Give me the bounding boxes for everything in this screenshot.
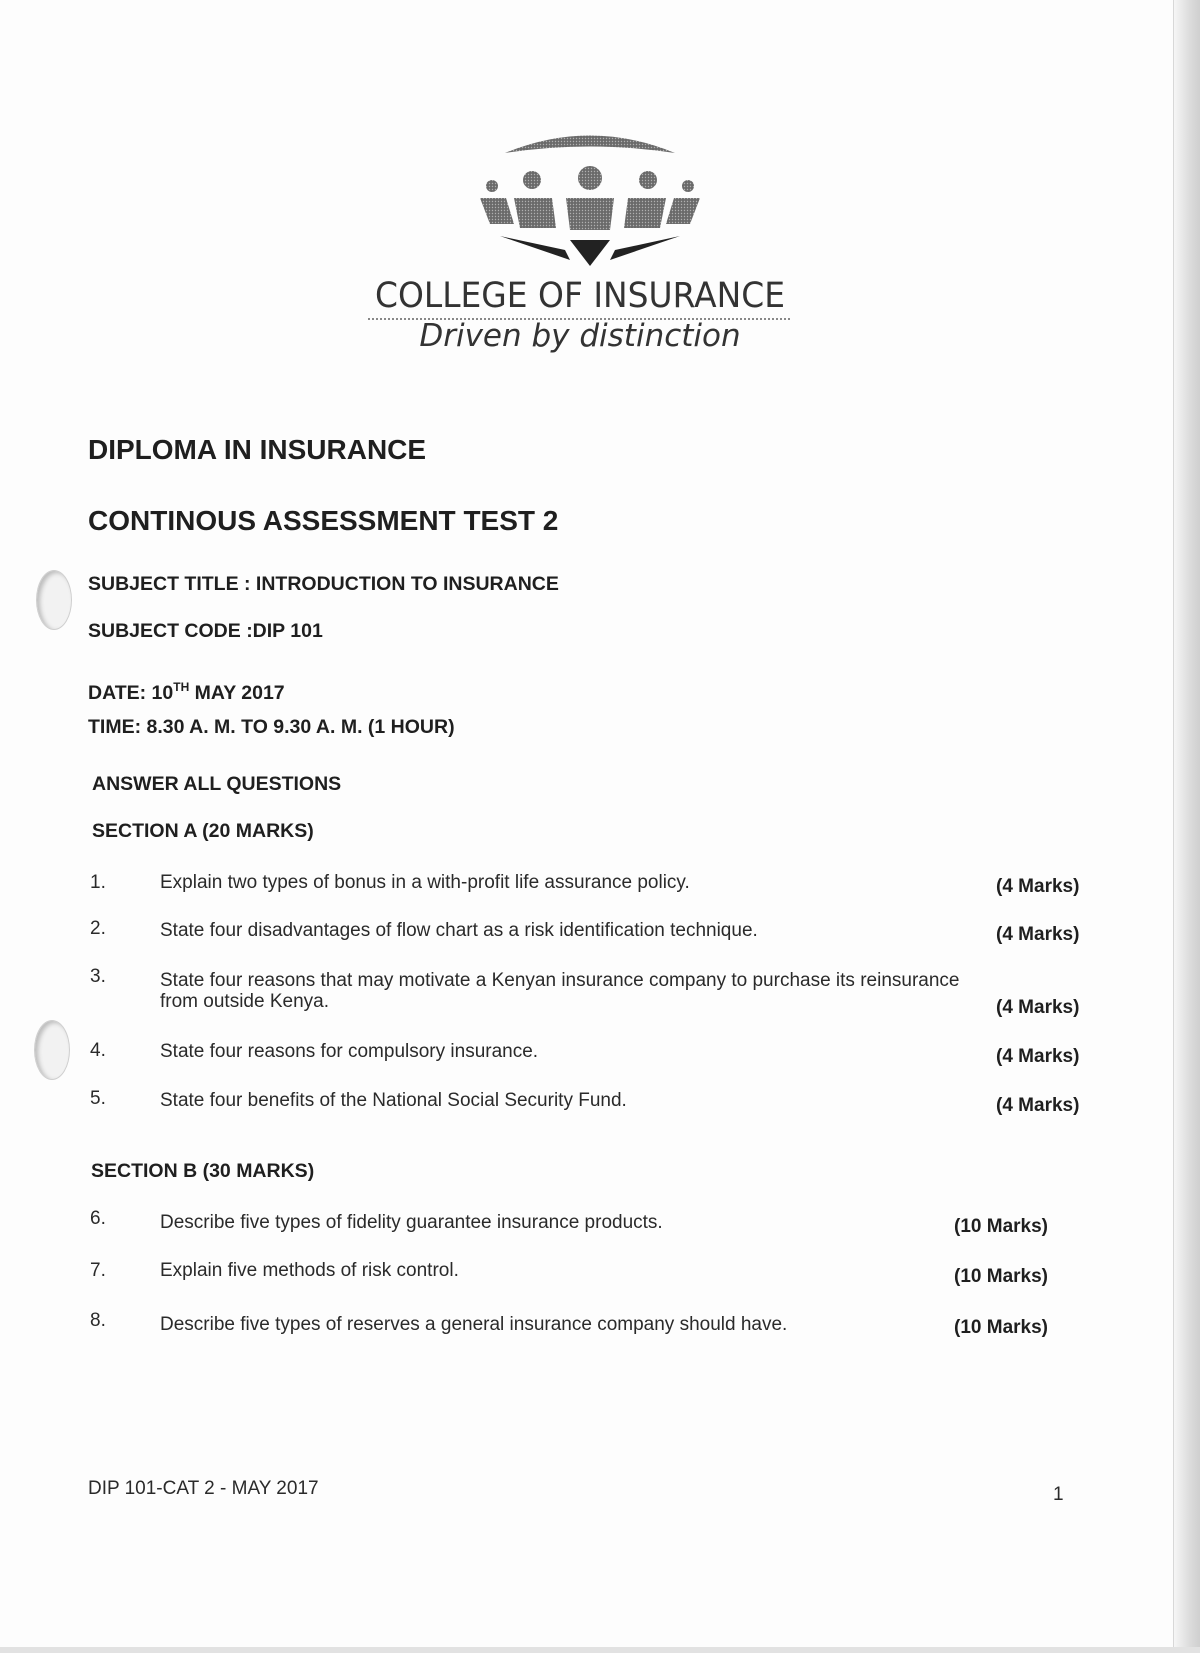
- question-number: 7.: [90, 1260, 106, 1281]
- question-text: State four reasons for compulsory insurance.: [160, 1041, 539, 1062]
- question-number: 2.: [90, 918, 106, 939]
- diploma-title: DIPLOMA IN INSURANCE: [88, 434, 427, 465]
- scan-edge: [1174, 0, 1200, 1653]
- college-logo-icon: [470, 128, 710, 268]
- question-text: Explain two types of bonus in a with-profit life assurance policy.: [160, 872, 690, 893]
- question-marks: (4 Marks): [996, 1046, 1080, 1067]
- question-number: 3.: [90, 966, 106, 987]
- subject-title: SUBJECT TITLE : INTRODUCTION TO INSURANCE: [88, 573, 559, 595]
- question-marks: (4 Marks): [996, 997, 1080, 1018]
- question-text-line2: from outside Kenya.: [160, 991, 329, 1012]
- question-marks: (4 Marks): [996, 924, 1080, 945]
- question-marks: (10 Marks): [954, 1317, 1048, 1338]
- question-marks: (4 Marks): [996, 876, 1080, 897]
- college-tagline: Driven by distinction: [419, 318, 741, 354]
- page-number: 1: [1053, 1484, 1064, 1505]
- exam-date: [88, 680, 285, 705]
- instructions: ANSWER ALL QUESTIONS: [92, 773, 342, 795]
- scan-bottom-edge: [0, 1647, 1200, 1653]
- question-text: State four benefits of the National Social Security Fund.: [160, 1090, 627, 1111]
- date-suffix: MAY 2017: [189, 682, 285, 704]
- question-text: Describe five types of reserves a general insurance company should have.: [160, 1314, 788, 1335]
- question-text-line1: State four reasons that may motivate a Kenyan insurance company to purchase its reinsurance: [160, 970, 960, 991]
- question-text: Explain five methods of risk control.: [160, 1260, 459, 1281]
- question-marks: (10 Marks): [954, 1216, 1048, 1237]
- question-number: 1.: [90, 872, 106, 893]
- punch-hole-bottom: [34, 1020, 70, 1080]
- exam-time: TIME: 8.30 A. M. TO 9.30 A. M. (1 HOUR): [88, 716, 455, 738]
- college-name: COLLEGE OF INSURANCE: [374, 276, 786, 316]
- section-a-heading: SECTION A (20 MARKS): [92, 820, 314, 842]
- question-text: Describe five types of fidelity guarantee insurance products.: [160, 1212, 663, 1233]
- question-number: 4.: [90, 1040, 106, 1061]
- date-prefix: DATE: 10: [88, 682, 174, 704]
- question-number: 8.: [90, 1310, 106, 1331]
- question-marks: (4 Marks): [996, 1095, 1080, 1116]
- question-number: 6.: [90, 1208, 106, 1229]
- subject-code: SUBJECT CODE :DIP 101: [88, 620, 323, 642]
- question-number: 5.: [90, 1088, 106, 1109]
- test-title: CONTINOUS ASSESSMENT TEST 2: [88, 505, 559, 536]
- section-b-heading: SECTION B (30 MARKS): [91, 1160, 315, 1182]
- footer-code: DIP 101-CAT 2 - MAY 2017: [88, 1478, 319, 1499]
- question-marks: (10 Marks): [954, 1266, 1048, 1287]
- date-superscript: TH: [173, 680, 190, 694]
- question-text: State four disadvantages of flow chart as a risk identification technique.: [160, 920, 758, 941]
- punch-hole-top: [36, 570, 72, 630]
